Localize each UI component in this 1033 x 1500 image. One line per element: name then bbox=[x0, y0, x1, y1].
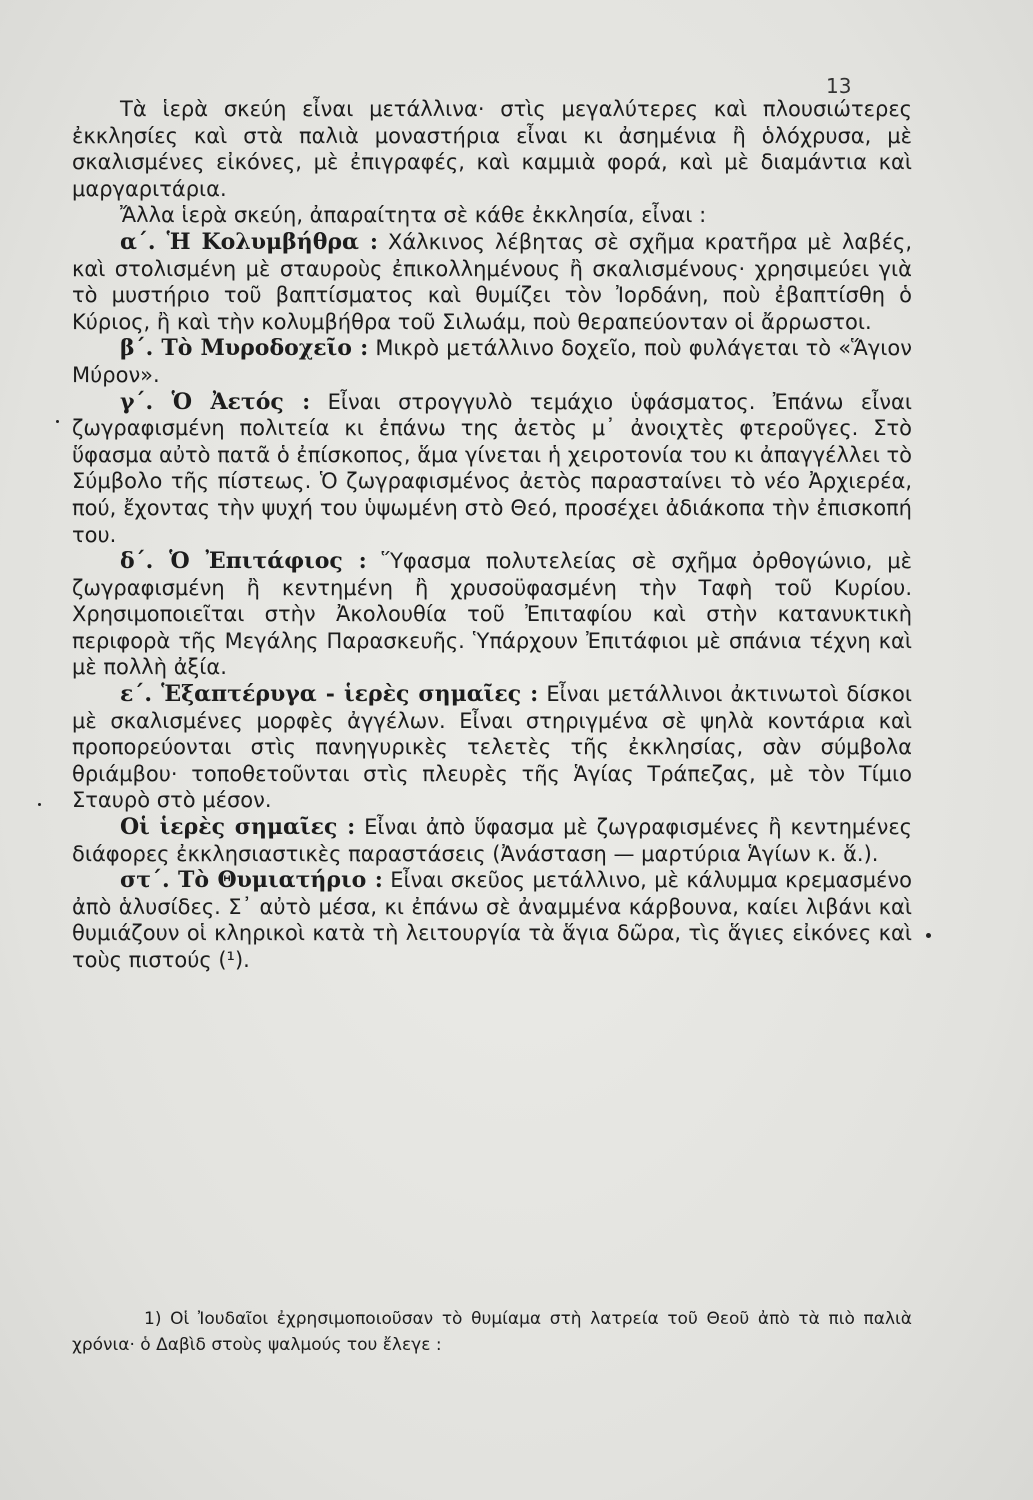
list-item bbox=[72, 867, 912, 973]
ink-speck bbox=[926, 933, 931, 938]
paragraph: Τὰ ἱερὰ σκεύη εἶναι μετάλλινα· στὶς μεγαλύτερες καὶ πλουσιώτερες ἐκκλησίες καὶ στὰ παλιὰ μοναστήρια εἶναι κι ἀσημένια ἢ ὁλόχρυσα, μὲ σκαλισμένες εἰκόνες, μὲ ἐπιγραφές, καὶ καμμιὰ φορά, καὶ μὲ διαμάντια καὶ μαργαριτάρια. bbox=[72, 97, 912, 201]
item-heading: ε΄. Ἑξαπτέρυγα - ἱερὲς σημαῖες : bbox=[120, 681, 539, 708]
item-heading: στ΄. Τὸ Θυμιατήριο : bbox=[120, 867, 383, 894]
footnote-text: 1) Οἱ Ἰουδαῖοι ἐχρησιμοποιοῦσαν τὸ θυμίαμα στὴ λατρεία τοῦ Θεοῦ ἀπὸ τὰ πιὸ παλιὰ χρόνια· ὁ Δαβὶδ στοὺς ψαλμούς του ἔλεγε : bbox=[72, 1309, 912, 1355]
item-heading: Οἱ ἱερὲς σημαῖες : bbox=[120, 814, 356, 841]
item-text: Μικρὸ μετάλλινο δοχεῖο, ποὺ φυλάγεται τὸ «Ἅγιον Μύρον». bbox=[72, 336, 912, 387]
item-heading: β΄. Τὸ Μυροδοχεῖο : bbox=[120, 335, 369, 362]
ink-speck bbox=[56, 420, 59, 423]
item-heading: δ΄. Ὁ Ἐπιτάφιος : bbox=[120, 548, 367, 575]
item-text: Εἶναι σκεῦος μετάλλινο, μὲ κάλυμμα κρεμασμένο ἀπὸ ἁλυσίδες. Σ᾽ αὐτὸ μέσα, κι ἐπάνω σὲ ἀναμμένα κάρβουνα, καίει λιβάνι καὶ θυμιάζουν οἱ κληρικοὶ κατὰ τὴ λειτουργία τὰ ἅγια δῶρα, τὶς ἅγιες εἰκόνες καὶ τοὺς πιστούς (¹). bbox=[72, 868, 912, 972]
item-text: Χάλκινος λέβητας σὲ σχῆμα κρατῆρα μὲ λαβές, καὶ στολισμένη μὲ σταυροὺς ἐπικολλημένους ἢ σκαλισμένους· χρησιμεύει γιὰ τὸ μυστήριο τοῦ βαπτίσματος καὶ θυμίζει τὸν Ἰορδάνη, ποὺ ἐβαπτίσθη ὁ Κύριος, ἢ καὶ τὴν κολυμβήθρα τοῦ Σιλωάμ, ποὺ θεραπεύονταν οἱ ἄρρωστοι. bbox=[72, 229, 912, 334]
list-item bbox=[72, 335, 912, 388]
paragraph: Ἄλλα ἱερὰ σκεύη, ἀπαραίτητα σὲ κάθε ἐκκλησία, εἶναι : bbox=[120, 203, 707, 228]
ink-speck bbox=[38, 803, 41, 806]
footnote bbox=[72, 1306, 912, 1358]
list-item bbox=[72, 229, 912, 335]
item-text: Εἶναι μετάλλινοι ἀκτινωτοὶ δίσκοι μὲ σκαλισμένες μορφὲς ἀγγέλων. Εἶναι στηριγμένα σὲ ψηλὰ κοντάρια καὶ προπορεύονται στὶς πανηγυρικὲς τελετὲς τῆς ἐκκλησίας, σὰν σύμβολα θριάμβου· τοποθετοῦνται στὶς πλευρὲς τῆς Ἁγίας Τράπεζας, μὲ τὸν Τίμιο Σταυρὸ στὸ μέσον. bbox=[72, 682, 913, 813]
list-item bbox=[72, 389, 912, 549]
body-text bbox=[72, 96, 912, 974]
item-text: Εἶναι ἀπὸ ὕφασμα μὲ ζωγραφισμένες ἢ κεντημένες διάφορες ἐκκλησιαστικὲς παραστάσεις (Ἀνάσταση — μαρτύρια Ἁγίων κ. ἅ.). bbox=[72, 815, 912, 866]
list-item bbox=[72, 814, 912, 867]
page-number: 13 bbox=[826, 74, 852, 98]
list-item bbox=[72, 548, 912, 681]
list-item bbox=[72, 681, 912, 814]
item-text: Εἶναι στρογγυλὸ τεμάχιο ὑφάσματος. Ἐπάνω εἶναι ζωγραφισμένη πολιτεία κι ἐπάνω της ἀετὸς μ᾽ ἀνοιχτὲς φτεροῦγες. Στὸ ὕφασμα αὐτὸ πατᾶ ὁ ἐπίσκοπος, ἅμα γίνεται ἡ χειροτονία του κι ἀπαγγέλλει τὸ Σύμβολο τῆς πίστεως. Ὁ ζωγραφισμένος ἀετὸς παρασταίνει τὸ νέο Ἀρχιερέα, πού, ἔχοντας τὴν ψυχή του ὑψωμένη στὸ Θεό, προσέχει ἀδιάκοπα τὴν ἐπισκοπή του. bbox=[72, 389, 912, 547]
item-heading: γ΄. Ὁ Ἀετός : bbox=[120, 388, 311, 415]
item-text: Ὕφασμα πολυτελείας σὲ σχῆμα ὀρθογώνιο, μὲ ζωγραφισμένη ἢ κεντημένη ἢ χρυσοϋφασμένη τὴν Ταφὴ τοῦ Κυρίου. Χρησιμοποιεῖται στὴν Ἀκολουθία τοῦ Ἐπιταφίου καὶ στὴν κατανυκτικὴ περιφορὰ τῆς Μεγάλης Παρασκευῆς. Ὑπάρχουν Ἐπιτάφιοι μὲ σπάνια τέχνη καὶ μὲ πολλὴ ἀξία. bbox=[72, 549, 912, 680]
item-heading: α΄. Ἡ Κολυμβήθρα : bbox=[120, 228, 378, 255]
